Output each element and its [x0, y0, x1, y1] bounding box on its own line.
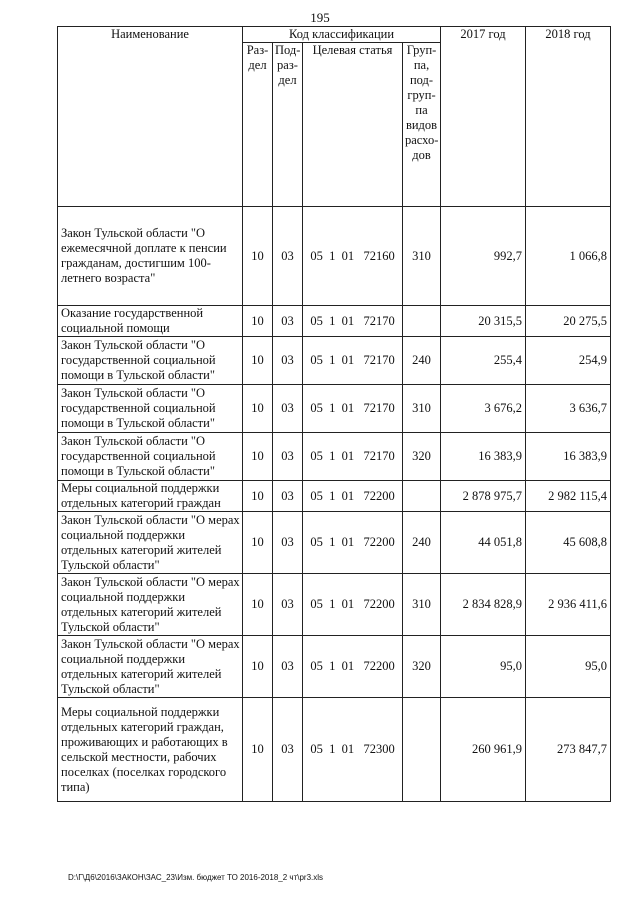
table-row	[58, 207, 611, 306]
row-celevaya: 05 1 01 72170	[303, 433, 403, 481]
header-2018: 2018 год	[526, 27, 611, 207]
row-celevaya: 05 1 01 72200	[303, 574, 403, 636]
row-value-2018: 3 636,7	[526, 385, 611, 433]
row-razdel: 10	[243, 636, 273, 698]
row-podrazdel: 03	[273, 574, 303, 636]
row-razdel: 10	[243, 337, 273, 385]
row-value-2018: 45 608,8	[526, 512, 611, 574]
row-value-2018: 20 275,5	[526, 306, 611, 337]
row-gruppa: 240	[403, 337, 441, 385]
row-value-2018: 2 982 115,4	[526, 481, 611, 512]
table-row	[58, 337, 611, 385]
row-celevaya: 05 1 01 72170	[303, 337, 403, 385]
header-razdel: Раз- дел	[243, 43, 273, 207]
row-name: Меры социальной поддержки отдельных категорий граждан	[58, 481, 243, 512]
row-name: Закон Тульской области "О мерах социальной поддержки отдельных категорий жителей Тульской области"	[58, 574, 243, 636]
row-podrazdel: 03	[273, 512, 303, 574]
row-razdel: 10	[243, 385, 273, 433]
row-podrazdel: 03	[273, 207, 303, 306]
row-gruppa: 310	[403, 574, 441, 636]
row-celevaya: 05 1 01 72160	[303, 207, 403, 306]
row-value-2018: 16 383,9	[526, 433, 611, 481]
row-gruppa: 240	[403, 512, 441, 574]
row-celevaya: 05 1 01 72200	[303, 512, 403, 574]
row-razdel: 10	[243, 306, 273, 337]
row-value-2017: 260 961,9	[441, 698, 526, 802]
row-value-2017: 95,0	[441, 636, 526, 698]
table-row	[58, 636, 611, 698]
row-podrazdel: 03	[273, 636, 303, 698]
row-value-2018: 273 847,7	[526, 698, 611, 802]
table-row	[58, 385, 611, 433]
row-name: Закон Тульской области "О мерах социальной поддержки отдельных категорий жителей Тульской области"	[58, 512, 243, 574]
header-celevaya: Целевая статья	[303, 43, 403, 207]
row-value-2017: 44 051,8	[441, 512, 526, 574]
row-celevaya: 05 1 01 72300	[303, 698, 403, 802]
row-razdel: 10	[243, 481, 273, 512]
table-row	[58, 698, 611, 802]
row-gruppa	[403, 698, 441, 802]
row-name: Закон Тульской области "О государственной социальной помощи в Тульской области"	[58, 433, 243, 481]
row-celevaya: 05 1 01 72170	[303, 306, 403, 337]
row-podrazdel: 03	[273, 337, 303, 385]
row-gruppa: 320	[403, 636, 441, 698]
row-value-2017: 3 676,2	[441, 385, 526, 433]
page-number: 195	[310, 10, 330, 25]
row-value-2018: 95,0	[526, 636, 611, 698]
table-row	[58, 481, 611, 512]
row-gruppa: 310	[403, 385, 441, 433]
table-row	[58, 433, 611, 481]
row-razdel: 10	[243, 207, 273, 306]
row-podrazdel: 03	[273, 385, 303, 433]
row-value-2018: 2 936 411,6	[526, 574, 611, 636]
file-path-footer: D:\Г\Д6\2016\ЗАКОН\ЗАС_23\Изм. бюджет ТО 2016-2018_2 чт\pr3.xls	[68, 873, 324, 882]
row-value-2017: 992,7	[441, 207, 526, 306]
row-razdel: 10	[243, 574, 273, 636]
row-name: Закон Тульской области "О ежемесячной доплате к пенсии гражданам, достигшим 100-летнего возраста"	[58, 207, 243, 306]
row-value-2017: 255,4	[441, 337, 526, 385]
table-row	[58, 306, 611, 337]
row-value-2017: 2 878 975,7	[441, 481, 526, 512]
header-podrazdel: Под- раз- дел	[273, 43, 303, 207]
header-2017: 2017 год	[441, 27, 526, 207]
table-row	[58, 574, 611, 636]
row-gruppa	[403, 306, 441, 337]
row-razdel: 10	[243, 698, 273, 802]
table-row	[58, 512, 611, 574]
row-name: Закон Тульской области "О государственной социальной помощи в Тульской области"	[58, 385, 243, 433]
row-name: Оказание государственной социальной помощи	[58, 306, 243, 337]
row-name: Закон Тульской области "О мерах социальной поддержки отдельных категорий жителей Тульской области"	[58, 636, 243, 698]
row-celevaya: 05 1 01 72200	[303, 636, 403, 698]
row-razdel: 10	[243, 433, 273, 481]
row-value-2017: 20 315,5	[441, 306, 526, 337]
row-gruppa: 320	[403, 433, 441, 481]
row-podrazdel: 03	[273, 306, 303, 337]
row-value-2017: 2 834 828,9	[441, 574, 526, 636]
row-gruppa: 310	[403, 207, 441, 306]
row-podrazdel: 03	[273, 698, 303, 802]
row-value-2018: 254,9	[526, 337, 611, 385]
row-gruppa	[403, 481, 441, 512]
row-name: Меры социальной поддержки отдельных категорий граждан, проживающих и работающих в сельской местности, рабочих поселках (поселках городского типа)	[58, 698, 243, 802]
row-celevaya: 05 1 01 72170	[303, 385, 403, 433]
row-celevaya: 05 1 01 72200	[303, 481, 403, 512]
row-value-2018: 1 066,8	[526, 207, 611, 306]
row-podrazdel: 03	[273, 433, 303, 481]
row-value-2017: 16 383,9	[441, 433, 526, 481]
header-gruppa: Груп- па, под- груп- па видов расхо- дов	[403, 43, 441, 207]
row-podrazdel: 03	[273, 481, 303, 512]
budget-table	[57, 26, 611, 802]
header-code-group: Код классификации	[243, 27, 441, 43]
row-razdel: 10	[243, 512, 273, 574]
row-name: Закон Тульской области "О государственной социальной помощи в Тульской области"	[58, 337, 243, 385]
header-name: Наименование	[58, 27, 243, 207]
